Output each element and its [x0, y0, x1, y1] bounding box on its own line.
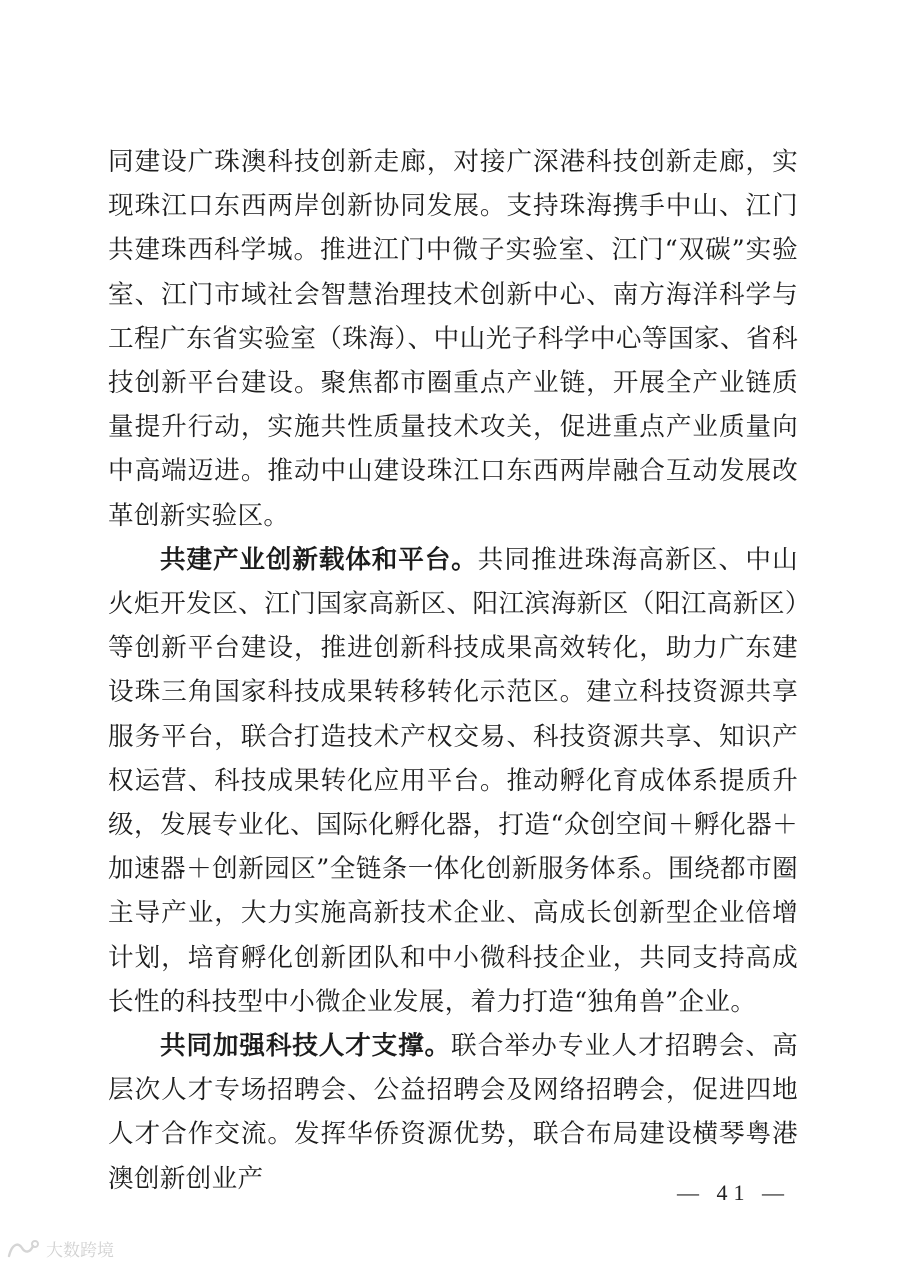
document-body: [108, 140, 798, 1201]
watermark-text: 大数跨境: [46, 1241, 114, 1261]
paragraph-text: 同建设广珠澳科技创新走廊，对接广深港科技创新走廊，实现珠江口东西两岸创新协同发展。支持珠海携手中山、江门共建珠西科学城。推进江门中微子实验室、江门“双碳”实验室、江门市域社会智慧治理技术创新中心、南方海洋科学与工程广东省实验室（珠海）、中山光子科学中心等国家、省科技创新平台建设。聚焦都市圈重点产业链，开展全产业链质量提升行动，实施共性质量技术攻关，促进重点产业质量向中高端迈进。推动中山建设珠江口东西两岸融合互动发展改革创新实验区。: [108, 147, 798, 531]
logo-mark-icon: [6, 1238, 40, 1260]
paragraph-1: [108, 140, 798, 538]
paragraph-lead: 共同加强科技人才支撑。: [160, 1031, 452, 1062]
watermark: [6, 1236, 114, 1261]
paragraph-3: [108, 1024, 798, 1201]
page-number: — 41 —: [677, 1180, 790, 1205]
paragraph-2: [108, 538, 798, 1024]
paragraph-lead: 共建产业创新载体和平台。: [160, 544, 478, 575]
paragraph-text: 联合举办专业人才招聘会、高层次人才专场招聘会、公益招聘会及网络招聘会，促进四地人才合作交流。发挥华侨资源优势，联合布局建设横琴粤港澳创新创业产: [108, 1031, 798, 1194]
paragraph-text: 共同推进珠海高新区、中山火炬开发区、江门国家高新区、阳江滨海新区（阳江高新区）等创新平台建设，推进创新科技成果高效转化，助力广东建设珠三角国家科技成果转移转化示范区。建立科技资源共享服务平台，联合打造技术产权交易、科技资源共享、知识产权运营、科技成果转化应用平台。推动孵化育成体系提质升级，发展专业化、国际化孵化器，打造“众创空间＋孵化器＋加速器＋创新园区”全链条一体化创新服务体系。围绕都市圈主导产业，大力实施高新技术企业、高成长创新型企业倍增计划，培育孵化创新团队和中小微科技企业，共同支持高成长性的科技型中小微企业发展，着力打造“独角兽”企业。: [108, 544, 798, 1017]
